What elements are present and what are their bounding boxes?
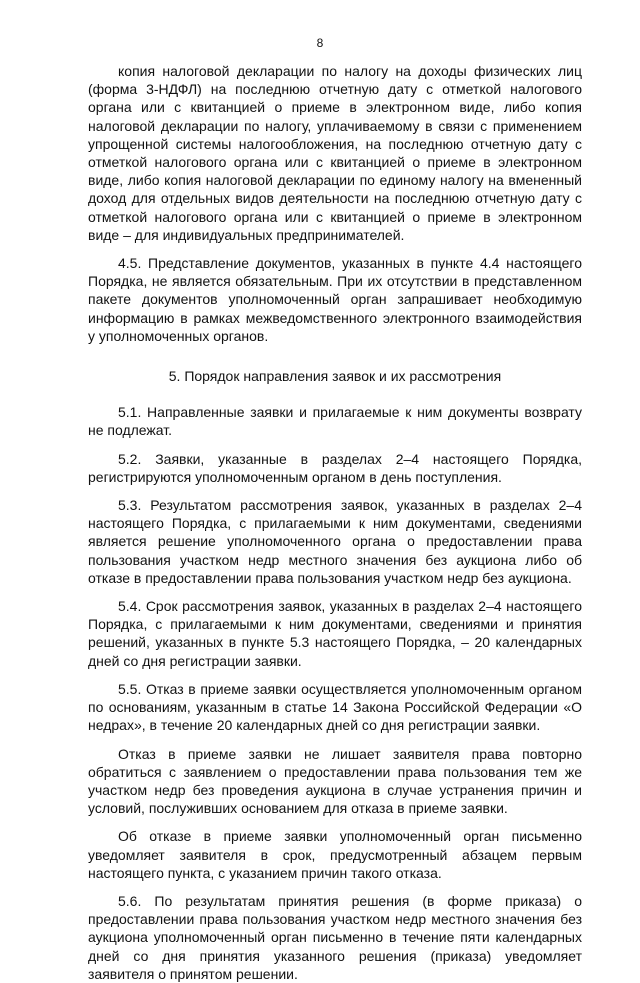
paragraph-5-3: 5.3. Результатом рассмотрения заявок, указанных в разделах 2–4 настоящего Порядка, с прилагаемыми к ним документами, сведениями является решение уполномоченного органа о предоставлении права пользования участком недр местного значения без аукциона либо об отказе в предоставлении права пользования участком недр без аукциона. bbox=[88, 497, 582, 586]
paragraph-5-5-refusal-no-bar: Отказ в приеме заявки не лишает заявителя права повторно обратиться с заявлением о предоставлении права пользования тем же участком недр без проведения аукциона в случае устранения причин и условий, послуживших основанием для отказа в приеме заявки. bbox=[88, 745, 582, 817]
paragraph-5-2: 5.2. Заявки, указанные в разделах 2–4 настоящего Порядка, регистрируются уполномоченным органом в день поступления. bbox=[88, 450, 582, 485]
paragraph-tax-declaration-copy: копия налоговой декларации по налогу на доходы физических лиц (форма 3-НДФЛ) на последнюю отчетную дату с отметкой налогового органа или с квитанцией о приеме в электронном виде, либо копия налоговой декларации по налогу, уплачиваемому в связи с применением упрощенной системы налогообложения, на последнюю отчетную дату с отметкой налогового органа или с квитанцией о приеме в электронном виде, либо копия налоговой декларации по единому налогу на вмененный доход для отдельных видов деятельности на последнюю отчетную дату с отметкой налогового органа или с квитанцией о приеме в электронном виде – для индивидуальных предпринимателей. bbox=[88, 63, 582, 243]
paragraph-5-4: 5.4. Срок рассмотрения заявок, указанных в разделах 2–4 настоящего Порядка, с прилагаемыми к ним документами, сведениями и принятия решений, указанных в пункте 5.3 настоящего Порядка, – 20 календарных дней со дня регистрации заявки. bbox=[88, 598, 582, 669]
section-heading-5: 5. Порядок направления заявок и их рассмотрения bbox=[168, 368, 502, 385]
paragraph-5-5-refusal-notice: Об отказе в приеме заявки уполномоченный орган письменно уведомляет заявителя в срок, предусмотренный абзацем первым настоящего пункта, с указанием причин такого отказа. bbox=[88, 828, 582, 881]
document-body bbox=[88, 62, 582, 983]
paragraph-5-5: 5.5. Отказ в приеме заявки осуществляется уполномоченным органом по основаниям, указанным в статье 14 Закона Российской Федерации «О недрах», в течение 20 календарных дней со дня регистрации заявки. bbox=[88, 680, 582, 734]
paragraph-4-5: 4.5. Представление документов, указанных в пункте 4.4 настоящего Порядка, не является обязательным. При их отсутствии в представленном пакете документов уполномоченный орган запрашивает необходимую информацию в рамках межведомственного электронного взаимодействия у уполномоченных органов. bbox=[88, 255, 582, 344]
paragraph-5-1: 5.1. Направленные заявки и прилагаемые к ним документы возврату не подлежат. bbox=[88, 404, 582, 439]
paragraph-5-6: 5.6. По результатам принятия решения (в форме приказа) о предоставлении права пользования участком недр местного значения без аукциона уполномоченный орган письменно в течение пяти календарных дней со дня принятия указанного решения (приказа) уведомляет заявителя о принятом решении. bbox=[88, 892, 582, 982]
page-number: 8 bbox=[316, 36, 324, 50]
